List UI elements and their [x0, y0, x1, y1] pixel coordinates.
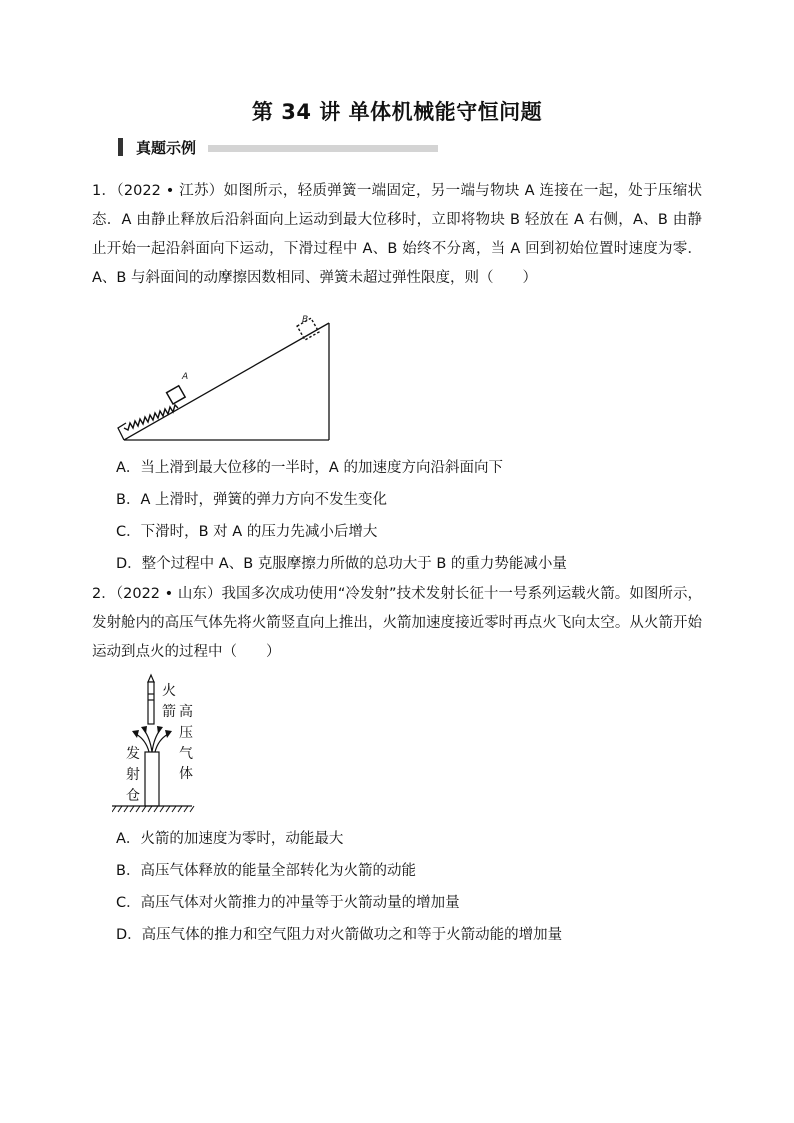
question-2: [92, 580, 702, 667]
block-a: [167, 386, 186, 404]
question-1-number: 1．: [92, 183, 117, 199]
page-title: 第 34 讲 单体机械能守恒问题: [251, 100, 543, 124]
label-rocket-2: 箭: [162, 704, 176, 720]
rocket-nose: [148, 675, 154, 682]
label-silo-1: 发: [126, 746, 140, 762]
question-2-option-b: B．高压气体释放的能量全部转化为火箭的动能: [116, 863, 416, 879]
question-1-option-b: B．A 上滑时，弹簧的弹力方向不发生变化: [116, 492, 387, 508]
label-silo-2: 射: [126, 767, 140, 783]
cold-launch-diagram: [112, 672, 204, 820]
section-marker: [118, 138, 123, 156]
question-1: [92, 177, 702, 293]
label-b: B: [302, 315, 309, 325]
incline-spring-diagram: [110, 306, 340, 446]
label-a: A: [182, 372, 189, 382]
label-gas-2: 压: [179, 725, 193, 741]
rocket-body: [148, 682, 154, 724]
spring-wall: [118, 423, 126, 440]
spring: [124, 405, 178, 430]
incline-surface: [124, 323, 329, 440]
question-1-text: （2022 • 江苏）如图所示，轻质弹簧一端固定，另一端与物块 A 连接在一起，处于压缩状态．A 由静止释放后沿斜面向上运动到最大位移时，立即将物块 B 轻放在 A 右侧，A、B 由静止开始一起沿斜面向下运动，下滑过程中 A、B 始终不分离，当 A 回到初始位置时速度为零．A、B 与斜面间的动摩擦因数相同、弹簧未超过弹性限度，则（ ）: [92, 183, 702, 286]
question-2-option-a: A．火箭的加速度为零时，动能最大: [116, 831, 344, 847]
question-1-option-d: D．整个过程中 A、B 克服摩擦力所做的总功大于 B 的重力势能减小量: [116, 556, 567, 572]
section-label: 真题示例: [136, 138, 197, 157]
label-gas-4: 体: [179, 766, 193, 782]
question-2-option-c: C．高压气体对火箭推力的冲量等于火箭动量的增加量: [116, 895, 460, 911]
launch-silo: [145, 752, 159, 806]
question-2-option-d: D．高压气体的推力和空气阻力对火箭做功之和等于火箭动能的增加量: [116, 927, 563, 943]
section-header: [118, 136, 438, 158]
question-2-text: （2022 • 山东）我国多次成功使用“冷发射”技术发射长征十一号系列运载火箭。如图所示，发射舱内的高压气体先将火箭竖直向上推出，火箭加速度接近零时再点火飞向太空。从火箭开始运动到点火的过程中（ ）: [92, 586, 702, 660]
section-rule: [208, 145, 438, 152]
gas-arrowheads: [132, 726, 172, 738]
question-1-option-c: C．下滑时，B 对 A 的压力先减小后增大: [116, 524, 378, 540]
question-2-number: 2．: [92, 586, 116, 602]
label-rocket-1: 火: [162, 683, 176, 699]
label-gas-1: 高: [179, 704, 193, 720]
ground-hatching: [112, 806, 194, 812]
label-silo-3: 仓: [126, 788, 140, 804]
gas-jets: [136, 730, 168, 752]
question-1-option-a: A．当上滑到最大位移的一半时，A 的加速度方向沿斜面向下: [116, 460, 503, 476]
label-gas-3: 气: [179, 746, 193, 762]
